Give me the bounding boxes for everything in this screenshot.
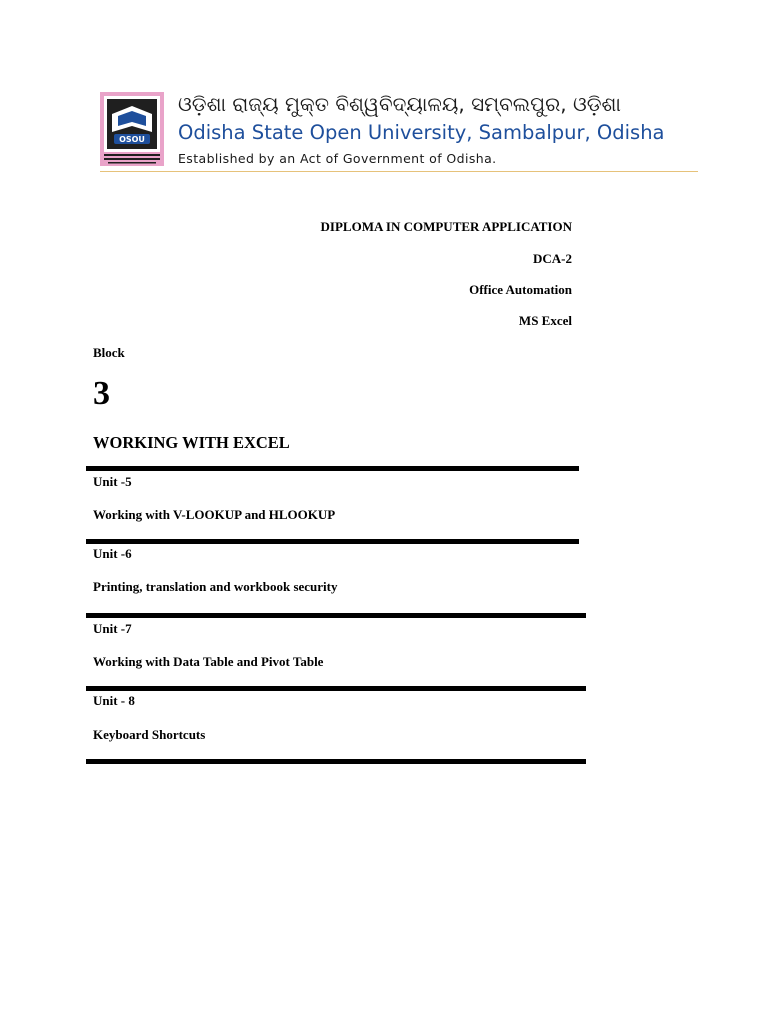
header-text [178, 92, 698, 167]
header-divider [100, 171, 698, 172]
unit-label: Unit -6 [93, 546, 132, 561]
divider-rule [86, 613, 586, 618]
divider-rule [86, 759, 586, 764]
course-code: DCA-2 [533, 251, 572, 266]
established-note: Established by an Act of Government of Odisha. [178, 151, 497, 166]
logo-text: OSOU [119, 135, 145, 144]
subject-title: Office Automation [469, 282, 572, 297]
block-number: 3 [93, 375, 110, 412]
unit-label: Unit - 8 [93, 693, 135, 708]
divider-rule [86, 539, 579, 544]
program-title: DIPLOMA IN COMPUTER APPLICATION [320, 219, 572, 234]
university-header [100, 92, 698, 172]
divider-rule [86, 686, 586, 691]
topic-title: MS Excel [518, 313, 572, 328]
block-title: WORKING WITH EXCEL [93, 433, 290, 452]
unit-title: Working with V-LOOKUP and HLOOKUP [93, 507, 336, 522]
unit-label: Unit -5 [93, 474, 132, 489]
unit-title: Keyboard Shortcuts [93, 727, 206, 742]
block-label: Block [93, 345, 125, 360]
university-name-odia: ଓଡ଼ିଶା ରାଜ୍ୟ ମୁକ୍ତ ବିଶ୍ୱବିଦ୍ୟାଳୟ, ସମ୍ବଲପୁର, ଓଡ଼ିଶା [178, 92, 621, 116]
university-name: Odisha State Open University, Sambalpur, Odisha [178, 121, 665, 144]
unit-label: Unit -7 [93, 621, 132, 636]
university-logo [100, 92, 164, 166]
unit-title: Working with Data Table and Pivot Table [93, 654, 324, 669]
divider-rule [86, 466, 579, 471]
unit-title: Printing, translation and workbook security [93, 579, 338, 594]
